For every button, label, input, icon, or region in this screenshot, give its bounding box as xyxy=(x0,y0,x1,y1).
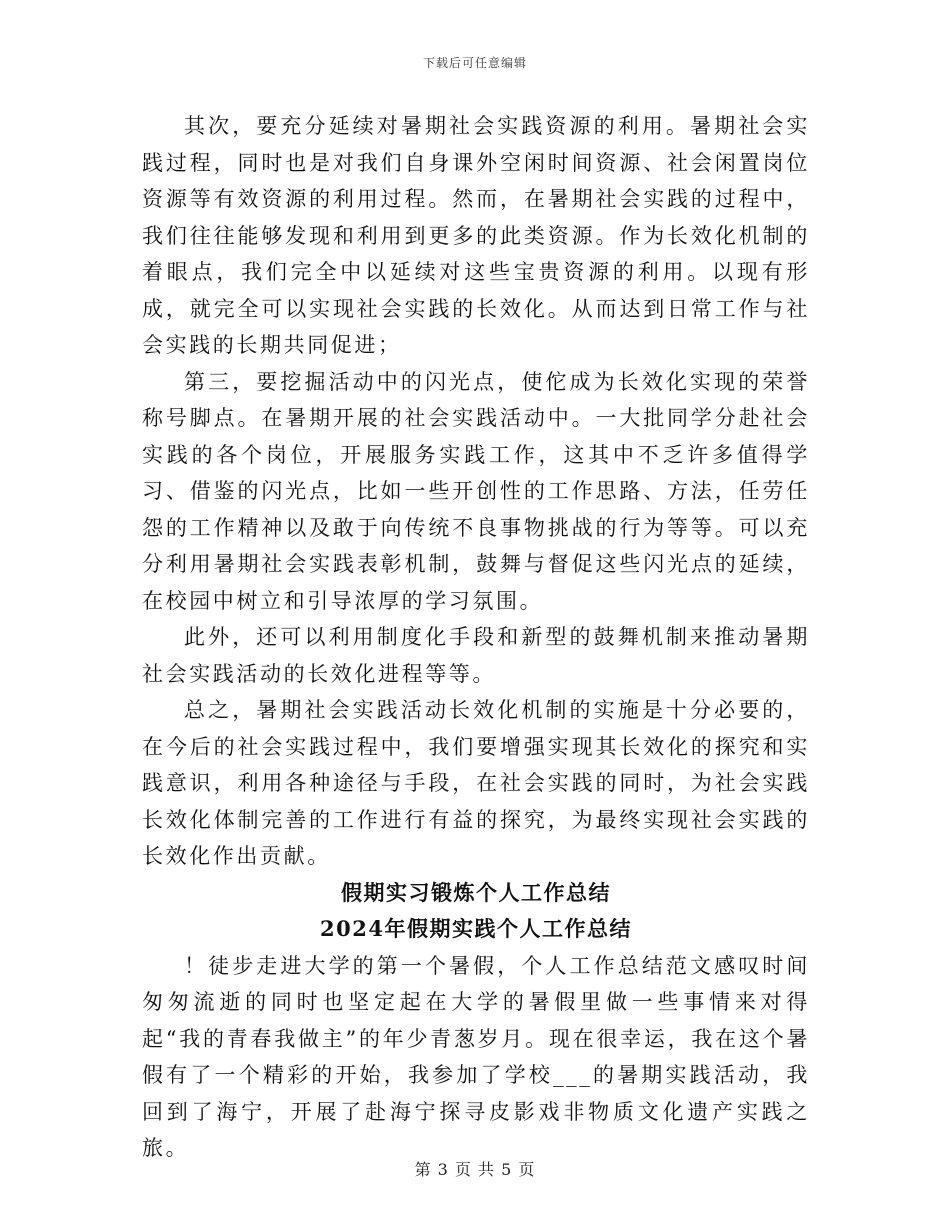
page-number: 第 3 页 共 5 页 xyxy=(414,1160,536,1179)
document-subtitle: 2024年假期实践个人工作总结 xyxy=(320,916,632,941)
paragraph-third-point: 第三，要挖掘活动中的闪光点，使佗成为长效化实现的荣誉称号脚点。在暑期开展的社会实践活动中。一大批同学分赴社会实践的各个岗位，开展服务实践工作，这其中不乏许多值得学习、借鉴的闪光点，比如一些开创性的工作思路、方法，任劳任怨的工作精神以及敢于向传统不良事物挑战的行为等等。可以充分利用暑期社会实践表彰机制，鼓舞与督促这些闪光点的延续，在校园中树立和引导浓厚的学习氛围。 xyxy=(142,369,810,613)
paragraph-furthermore: 此外，还可以利用制度化手段和新型的鼓舞机制来推动暑期社会实践活动的长效化进程等等。 xyxy=(142,625,810,686)
paragraph-second-point: 其次，要充分延续对暑期社会实践资源的利用。暑期社会实践过程，同时也是对我们自身课外空闲时间资源、社会闲置岗位资源等有效资源的利用过程。然而，在暑期社会实践的过程中，我们往往能够发现和利用到更多的此类资源。作为长效化机制的着眼点，我们完全中以延续对这些宝贵资源的利用。以现有形成，就完全可以实现社会实践的长效化。从而达到日常工作与社会实践的长期共同促进； xyxy=(142,114,810,357)
page-header: 下载后可任意编辑 xyxy=(422,56,527,70)
document-body xyxy=(142,108,810,1167)
document-title: 假期实习锻炼个人工作总结 xyxy=(341,879,611,905)
paragraph-intro: ！徒步走进大学的第一个暑假，个人工作总结范文感叹时间匆匆流逝的同时也坚定起在大学的暑假里做一些事情来对得起“我的青春我做主”的年少青葱岁月。现在很幸运，我在这个暑假有了一个精彩的开始，我参加了学校___的暑期实践活动，我回到了海宁，开展了赴海宁探寻皮影戏非物质文化遗产实践之旅。 xyxy=(142,953,810,1160)
paragraph-conclusion: 总之，暑期社会实践活动长效化机制的实施是十分必要的，在今后的社会实践过程中，我们要增强实现其长效化的探究和实践意识，利用各种途径与手段，在社会实践的同时，为社会实践长效化体制完善的工作进行有益的探究，为最终实现社会实践的长效化作出贡献。 xyxy=(142,698,810,868)
